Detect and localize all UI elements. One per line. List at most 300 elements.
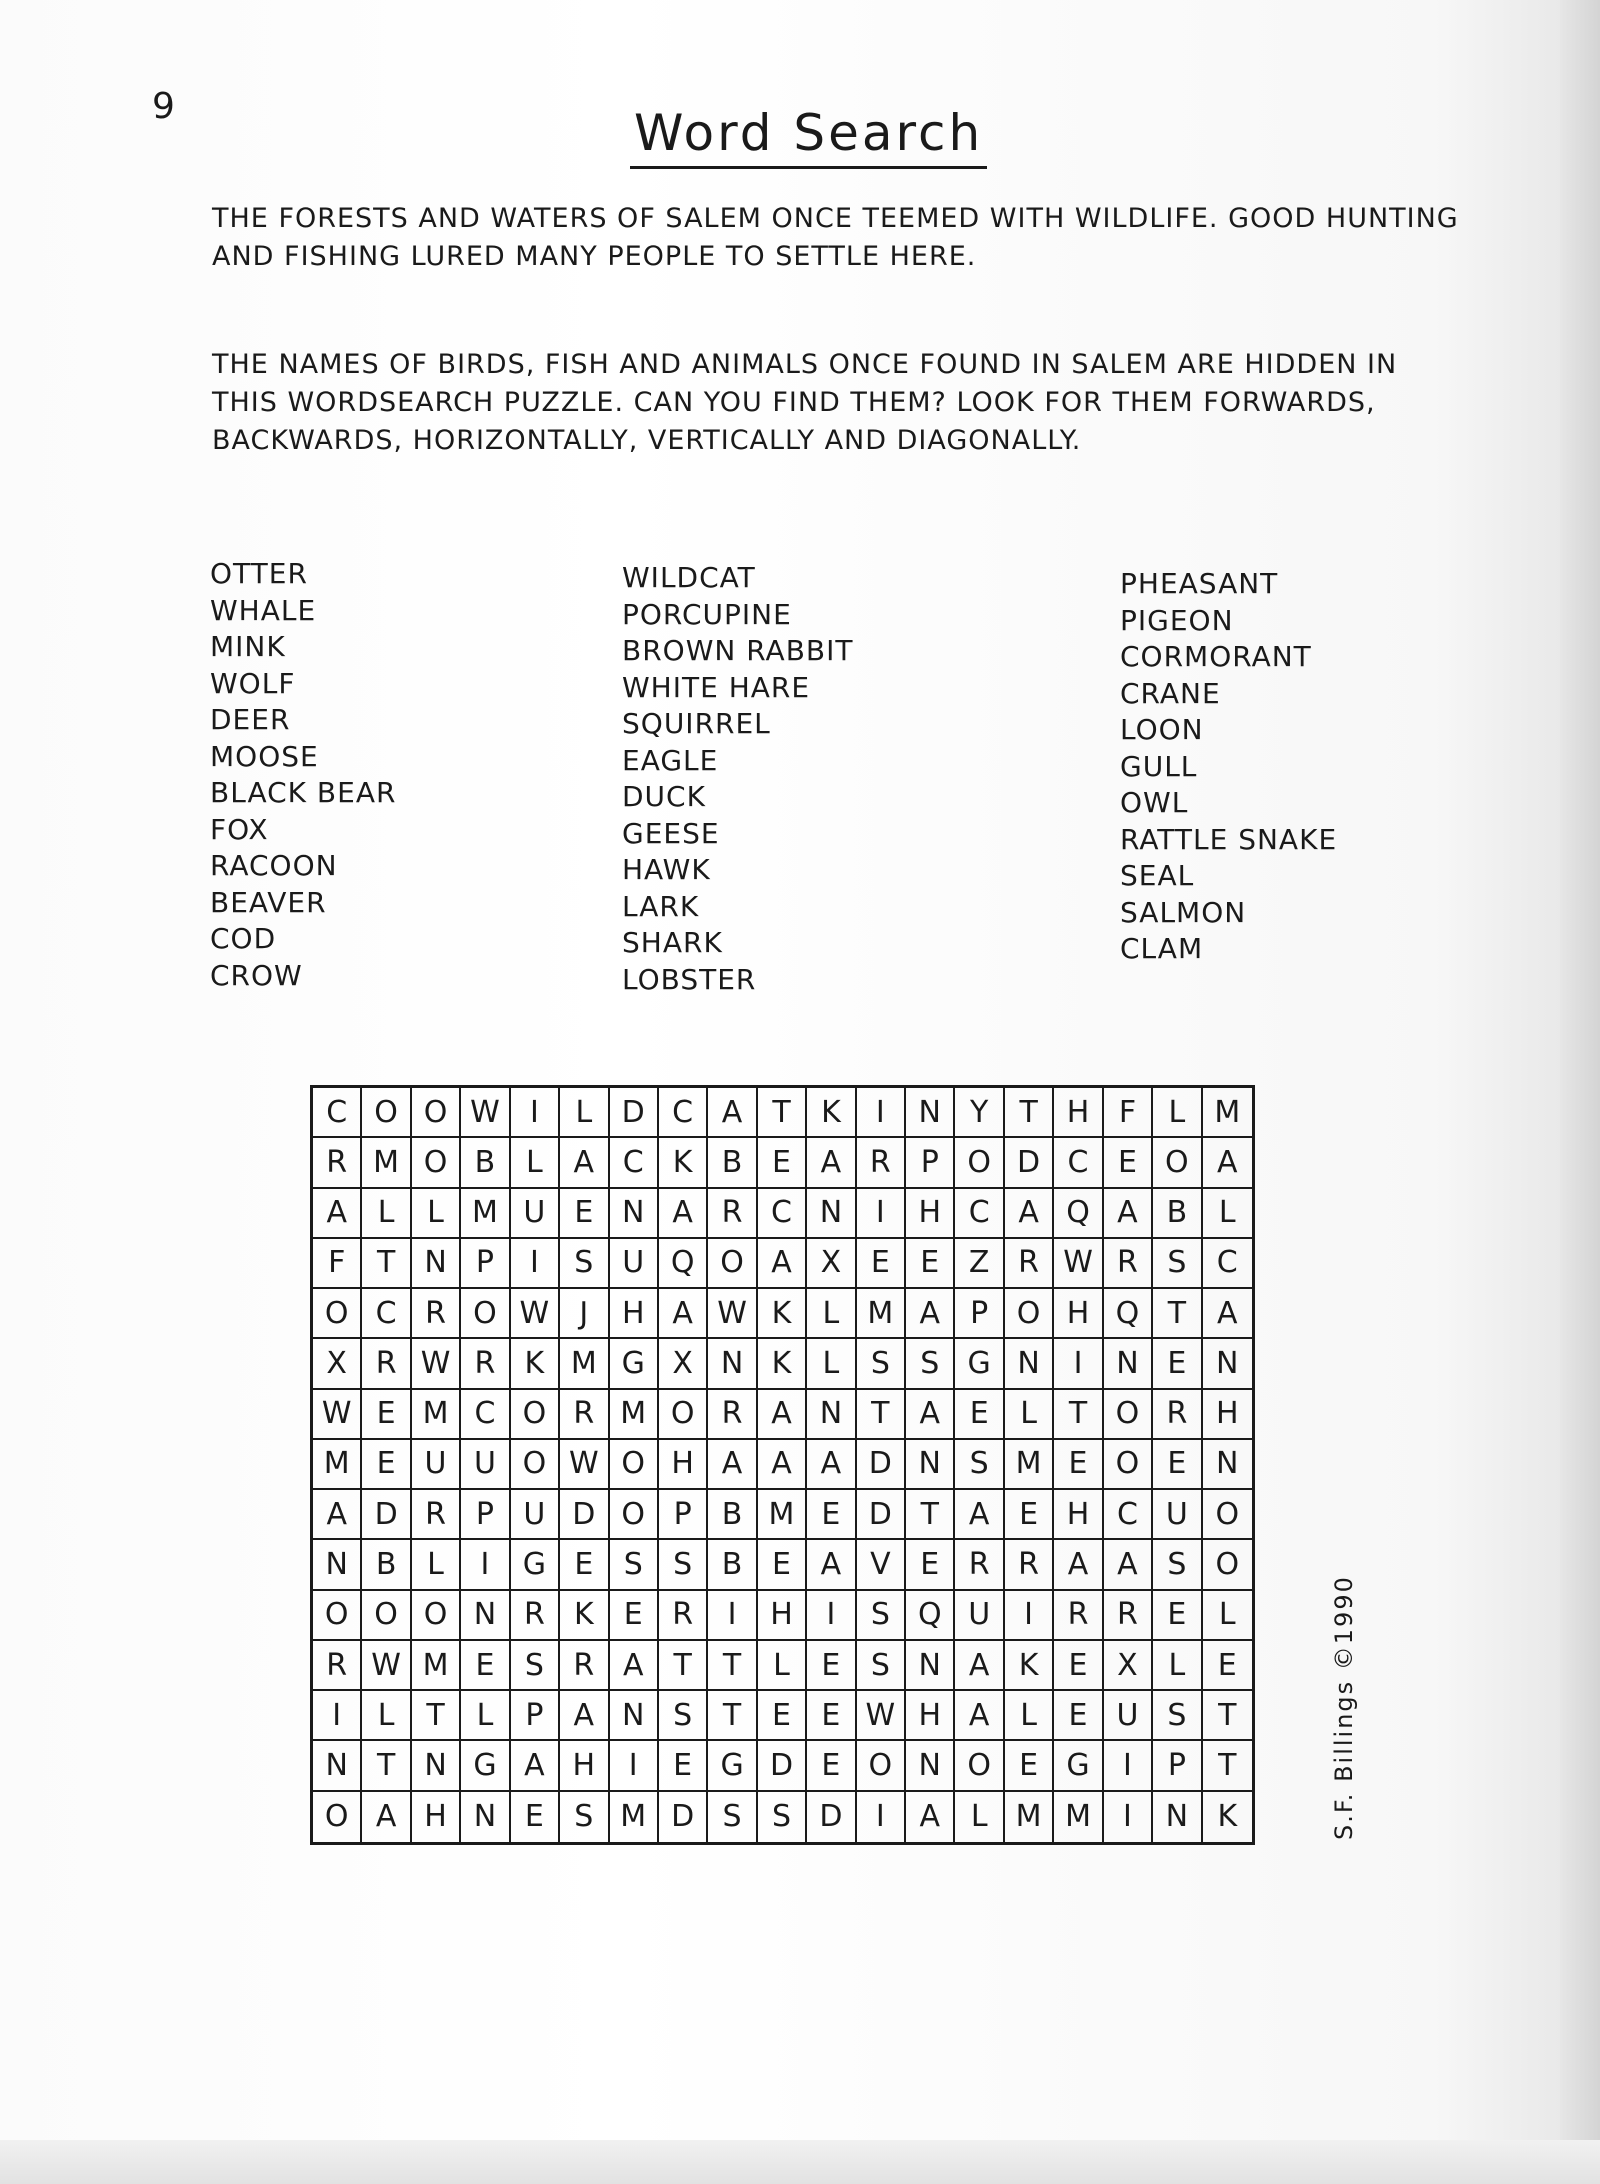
word-list-item: SQUIRREL	[622, 707, 771, 740]
grid-cell: T	[412, 1691, 461, 1741]
grid-cell: L	[511, 1138, 560, 1188]
grid-cell: K	[758, 1289, 807, 1339]
grid-cell: L	[1005, 1691, 1054, 1741]
word-list-item: WOLF	[210, 666, 296, 700]
grid-cell: L	[1005, 1390, 1054, 1440]
page-bottom-shadow	[0, 2140, 1600, 2184]
grid-cell: E	[560, 1189, 609, 1239]
grid-cell: N	[412, 1741, 461, 1791]
grid-cell: C	[1054, 1138, 1103, 1188]
grid-cell: O	[659, 1390, 708, 1440]
word-list-item: RATTLE SNAKE	[1120, 822, 1338, 856]
grid-cell: P	[1153, 1741, 1202, 1791]
word-list-item: OTTER	[210, 557, 308, 590]
grid-cell: G	[1054, 1741, 1103, 1791]
grid-cell: R	[412, 1490, 461, 1540]
grid-cell: T	[1005, 1088, 1054, 1138]
grid-cell: U	[511, 1189, 560, 1239]
grid-cell: I	[857, 1088, 906, 1138]
grid-cell: L	[807, 1339, 856, 1389]
grid-cell: E	[362, 1440, 411, 1490]
grid-cell: T	[362, 1239, 411, 1289]
grid-cell: O	[857, 1741, 906, 1791]
grid-cell: E	[955, 1390, 1004, 1440]
word-list-item: EAGLE	[622, 743, 719, 777]
instructions-paragraph: THE NAMES OF BIRDS, FISH AND ANIMALS ONCE FOUND IN SALEM ARE HIDDEN IN THIS WORDSEARCH PUZZLE. CAN YOU FIND THEM? LOOK FOR THEM FORWARDS, BACKWARDS, HORIZONTALLY, VERTICALLY AND DIAGONALLY.	[212, 349, 1398, 456]
grid-cell: E	[1054, 1641, 1103, 1691]
page-title: Word Search	[630, 104, 987, 169]
grid-cell: E	[659, 1741, 708, 1791]
grid-cell: L	[955, 1792, 1004, 1842]
grid-cell: Y	[955, 1088, 1004, 1138]
grid-cell: M	[461, 1189, 510, 1239]
grid-cell: R	[708, 1390, 757, 1440]
grid-cell: N	[461, 1591, 510, 1641]
grid-cell: M	[1054, 1792, 1103, 1842]
grid-cell: D	[659, 1792, 708, 1842]
grid-cell: R	[313, 1641, 362, 1691]
grid-cell: T	[708, 1641, 757, 1691]
grid-cell: O	[412, 1138, 461, 1188]
word-list-item: PHEASANT	[1120, 567, 1279, 600]
grid-cell: O	[708, 1239, 757, 1289]
grid-cell: C	[610, 1138, 659, 1188]
grid-cell: O	[955, 1741, 1004, 1791]
grid-cell: S	[560, 1792, 609, 1842]
grid-cell: A	[906, 1390, 955, 1440]
grid-cell: M	[560, 1339, 609, 1389]
grid-cell: W	[313, 1390, 362, 1440]
grid-cell: D	[857, 1440, 906, 1490]
grid-cell: M	[1005, 1440, 1054, 1490]
grid-cell: I	[511, 1088, 560, 1138]
grid-cell: A	[610, 1641, 659, 1691]
grid-cell: Q	[1054, 1189, 1103, 1239]
grid-cell: T	[906, 1490, 955, 1540]
grid-cell: E	[1104, 1138, 1153, 1188]
grid-cell: S	[1153, 1691, 1202, 1741]
grid-cell: A	[807, 1540, 856, 1590]
word-list-item: CRANE	[1120, 676, 1221, 710]
word-list-item: COD	[210, 922, 277, 955]
word-list-column-1	[210, 556, 396, 994]
grid-cell: N	[610, 1189, 659, 1239]
grid-cell: K	[511, 1339, 560, 1389]
grid-cell: L	[758, 1641, 807, 1691]
grid-cell: O	[1104, 1440, 1153, 1490]
grid-cell: P	[461, 1490, 510, 1540]
grid-cell: G	[610, 1339, 659, 1389]
grid-cell: U	[461, 1440, 510, 1490]
grid-cell: T	[1203, 1691, 1252, 1741]
word-list-item: BEAVER	[210, 885, 327, 919]
grid-cell: G	[461, 1741, 510, 1791]
grid-cell: N	[412, 1239, 461, 1289]
grid-cell: A	[313, 1189, 362, 1239]
grid-cell: R	[857, 1138, 906, 1188]
word-list-item: PIGEON	[1120, 603, 1234, 637]
grid-cell: E	[1203, 1641, 1252, 1691]
grid-cell: W	[857, 1691, 906, 1741]
word-search-grid	[310, 1085, 1255, 1845]
grid-cell: K	[807, 1088, 856, 1138]
grid-cell: O	[313, 1289, 362, 1339]
grid-cell: S	[511, 1641, 560, 1691]
grid-cell: E	[758, 1540, 807, 1590]
word-list-item: FOX	[210, 812, 269, 846]
grid-cell: R	[1005, 1540, 1054, 1590]
page-number: 9	[152, 86, 175, 127]
grid-cell: I	[1005, 1591, 1054, 1641]
word-list-item: WHALE	[210, 593, 317, 627]
grid-cell: D	[610, 1088, 659, 1138]
word-list-item: LOBSTER	[622, 962, 757, 996]
grid-cell: T	[659, 1641, 708, 1691]
grid-cell: I	[857, 1792, 906, 1842]
grid-cell: B	[708, 1490, 757, 1540]
grid-cell: C	[758, 1189, 807, 1239]
word-list-item: SHARK	[622, 926, 723, 959]
grid-cell: H	[1054, 1490, 1103, 1540]
grid-cell: S	[857, 1591, 906, 1641]
grid-cell: O	[955, 1138, 1004, 1188]
word-list-item: LOON	[1120, 713, 1204, 746]
grid-cell: S	[708, 1792, 757, 1842]
grid-cell: O	[461, 1289, 510, 1339]
grid-cell: A	[1104, 1540, 1153, 1590]
grid-cell: S	[560, 1239, 609, 1289]
grid-cell: L	[1153, 1088, 1202, 1138]
grid-cell: U	[955, 1591, 1004, 1641]
grid-cell: P	[955, 1289, 1004, 1339]
grid-cell: B	[1153, 1189, 1202, 1239]
grid-cell: E	[1005, 1490, 1054, 1540]
grid-cell: E	[906, 1540, 955, 1590]
grid-cell: O	[412, 1591, 461, 1641]
grid-cell: K	[1005, 1641, 1054, 1691]
grid-cell: R	[1104, 1239, 1153, 1289]
grid-cell: I	[313, 1691, 362, 1741]
grid-cell: K	[758, 1339, 807, 1389]
word-list-column-2	[622, 560, 854, 998]
grid-cell: W	[412, 1339, 461, 1389]
grid-cell: A	[1005, 1189, 1054, 1239]
grid-cell: Z	[955, 1239, 1004, 1289]
grid-cell: S	[1153, 1540, 1202, 1590]
grid-cell: A	[313, 1490, 362, 1540]
grid-cell: A	[955, 1641, 1004, 1691]
grid-cell: R	[560, 1641, 609, 1691]
grid-cell: M	[857, 1289, 906, 1339]
grid-cell: O	[610, 1490, 659, 1540]
grid-cell: O	[610, 1440, 659, 1490]
grid-cell: B	[708, 1138, 757, 1188]
grid-cell: N	[906, 1088, 955, 1138]
grid-cell: P	[461, 1239, 510, 1289]
grid-cell: N	[610, 1691, 659, 1741]
grid-cell: M	[1005, 1792, 1054, 1842]
grid-cell: S	[955, 1440, 1004, 1490]
grid-cell: M	[412, 1390, 461, 1440]
grid-cell: I	[708, 1591, 757, 1641]
grid-cell: A	[906, 1792, 955, 1842]
grid-cell: H	[1054, 1088, 1103, 1138]
grid-cell: M	[758, 1490, 807, 1540]
grid-cell: E	[807, 1641, 856, 1691]
grid-cell: A	[1054, 1540, 1103, 1590]
grid-cell: V	[857, 1540, 906, 1590]
grid-cell: C	[1203, 1239, 1252, 1289]
word-list-item: WHITE HARE	[622, 670, 811, 704]
grid-cell: E	[1054, 1691, 1103, 1741]
grid-cell: S	[906, 1339, 955, 1389]
grid-cell: C	[659, 1088, 708, 1138]
grid-cell: T	[362, 1741, 411, 1791]
page-edge-shadow	[1560, 0, 1600, 2184]
word-list-item: GEESE	[622, 816, 720, 850]
grid-cell: H	[659, 1440, 708, 1490]
grid-cell: R	[659, 1591, 708, 1641]
grid-cell: N	[906, 1641, 955, 1691]
grid-cell: R	[1104, 1591, 1153, 1641]
grid-cell: F	[1104, 1088, 1153, 1138]
grid-cell: R	[313, 1138, 362, 1188]
grid-cell: F	[313, 1239, 362, 1289]
word-list-item: SALMON	[1120, 895, 1247, 929]
grid-cell: K	[1217, 1799, 1238, 1835]
grid-cell: P	[659, 1490, 708, 1540]
grid-cell: R	[511, 1591, 560, 1641]
grid-cell: A	[708, 1440, 757, 1490]
grid-cell: S	[659, 1540, 708, 1590]
grid-cell: H	[758, 1591, 807, 1641]
grid-cell: O	[362, 1591, 411, 1641]
grid-cell: D	[807, 1792, 856, 1842]
grid-cell: N	[708, 1339, 757, 1389]
grid-cell: W	[362, 1641, 411, 1691]
grid-cell: S	[857, 1641, 906, 1691]
grid-cell: E	[511, 1792, 560, 1842]
grid-cell: D	[362, 1490, 411, 1540]
grid-cell: W	[511, 1289, 560, 1339]
grid-cell: N	[906, 1741, 955, 1791]
grid-cell: U	[412, 1440, 461, 1490]
grid-cell: E	[1054, 1440, 1103, 1490]
grid-cell: E	[807, 1741, 856, 1791]
grid-cell: C	[955, 1189, 1004, 1239]
grid-cell: M	[610, 1390, 659, 1440]
word-list-item: SEAL	[1120, 859, 1195, 892]
grid-cell: M	[362, 1138, 411, 1188]
grid-cell: O	[1203, 1540, 1252, 1590]
grid-cell: I	[461, 1540, 510, 1590]
grid-cell: G	[511, 1540, 560, 1590]
grid-cell: W	[1054, 1239, 1103, 1289]
grid-cell: L	[362, 1189, 411, 1239]
grid-cell: A	[659, 1189, 708, 1239]
grid-cell: E	[1153, 1591, 1202, 1641]
grid-cell: L	[412, 1540, 461, 1590]
grid-cell: C	[461, 1390, 510, 1440]
grid-cell: B	[708, 1540, 757, 1590]
grid-cell: H	[610, 1289, 659, 1339]
grid-cell: O	[362, 1088, 411, 1138]
grid-cell: W	[708, 1289, 757, 1339]
grid-cell: S	[857, 1339, 906, 1389]
grid-cell: H	[1203, 1390, 1252, 1440]
grid-cell: O	[412, 1088, 461, 1138]
grid-cell: L	[560, 1088, 609, 1138]
grid-cell: N	[807, 1390, 856, 1440]
grid-cell: R	[412, 1289, 461, 1339]
grid-cell: M	[610, 1792, 659, 1842]
grid-cell: U	[1153, 1490, 1202, 1540]
grid-cell: A	[807, 1440, 856, 1490]
grid-cell: R	[362, 1339, 411, 1389]
grid-cell: W	[560, 1440, 609, 1490]
grid-cell: B	[461, 1138, 510, 1188]
grid-cell: S	[758, 1792, 807, 1842]
grid-cell: J	[560, 1289, 609, 1339]
grid-cell: S	[610, 1540, 659, 1590]
grid-cell: E	[560, 1540, 609, 1590]
grid-cell: E	[906, 1239, 955, 1289]
grid-cell: X	[807, 1239, 856, 1289]
word-list-item: OWL	[1120, 786, 1189, 819]
grid-cell: A	[955, 1490, 1004, 1540]
grid-cell: I	[1104, 1792, 1153, 1842]
grid-cell: O	[1153, 1138, 1202, 1188]
grid-cell: H	[560, 1741, 609, 1791]
grid-cell: A	[560, 1691, 609, 1741]
word-list-item: MINK	[210, 630, 286, 663]
grid-cell: I	[807, 1591, 856, 1641]
grid-cell: D	[758, 1741, 807, 1791]
word-list-item: MOOSE	[210, 739, 319, 773]
grid-cell: C	[1104, 1490, 1153, 1540]
grid-cell: G	[955, 1339, 1004, 1389]
grid-cell: L	[412, 1189, 461, 1239]
grid-cell: E	[807, 1691, 856, 1741]
grid-cell: T	[708, 1691, 757, 1741]
grid-cell: O	[1104, 1390, 1153, 1440]
grid-cell: I	[857, 1189, 906, 1239]
grid-cell: T	[1203, 1741, 1252, 1791]
word-list-column-3	[1120, 566, 1337, 968]
word-list-item: CROW	[210, 958, 303, 992]
grid-cell: U	[1104, 1691, 1153, 1741]
grid-cell: E	[461, 1641, 510, 1691]
word-list-item: PORCUPINE	[622, 597, 792, 631]
grid-cell: H	[906, 1189, 955, 1239]
grid-cell: A	[362, 1792, 411, 1842]
grid-cell: R	[955, 1540, 1004, 1590]
grid-cell: T	[857, 1390, 906, 1440]
word-list-item: BLACK BEAR	[210, 776, 397, 809]
word-list-item: HAWK	[622, 853, 711, 886]
grid-cell: A	[906, 1289, 955, 1339]
grid-cell: K	[659, 1138, 708, 1188]
grid-cell: L	[1153, 1641, 1202, 1691]
word-list-item: DUCK	[622, 780, 706, 813]
word-list-item: CLAM	[1120, 932, 1204, 965]
grid-cell: I	[1104, 1741, 1153, 1791]
grid-cell: P	[511, 1691, 560, 1741]
grid-cell: D	[857, 1490, 906, 1540]
grid-cell: R	[1054, 1591, 1103, 1641]
grid-cell: N	[1104, 1339, 1153, 1389]
grid-cell: X	[659, 1339, 708, 1389]
grid-cell: Q	[659, 1239, 708, 1289]
grid-cell: N	[313, 1741, 362, 1791]
grid-cell: D	[1005, 1138, 1054, 1188]
grid-cell: Q	[1104, 1289, 1153, 1339]
grid-cell: X	[1104, 1641, 1153, 1691]
grid-cell: E	[807, 1490, 856, 1540]
grid-cell: N	[1005, 1339, 1054, 1389]
grid-cell: P	[906, 1138, 955, 1188]
grid-cell: O	[511, 1440, 560, 1490]
grid-cell: C	[313, 1088, 362, 1138]
grid-cell: N	[461, 1792, 510, 1842]
grid-cell: A	[511, 1741, 560, 1791]
grid-cell: A	[1203, 1138, 1252, 1188]
grid-cell: N	[313, 1540, 362, 1590]
word-list-item: WILDCAT	[622, 561, 756, 594]
grid-cell: O	[313, 1591, 362, 1641]
grid-cell: N	[906, 1440, 955, 1490]
grid-cell: L	[1203, 1189, 1252, 1239]
grid-cell: A	[758, 1239, 807, 1289]
grid-cell: R	[461, 1339, 510, 1389]
grid-cell: A	[1104, 1189, 1153, 1239]
grid-cell: M	[1203, 1088, 1252, 1138]
grid-cell: R	[1153, 1390, 1202, 1440]
grid-cell: C	[362, 1289, 411, 1339]
word-list-item: GULL	[1120, 749, 1198, 783]
word-list-item: CORMORANT	[1120, 640, 1312, 673]
grid-cell: L	[807, 1289, 856, 1339]
grid-cell: D	[560, 1490, 609, 1540]
grid-cell: H	[412, 1792, 461, 1842]
grid-cell: I	[511, 1239, 560, 1289]
grid-cell: N	[807, 1189, 856, 1239]
grid-cell: S	[1153, 1239, 1202, 1289]
grid-cell: R	[1005, 1239, 1054, 1289]
grid-cell: U	[511, 1490, 560, 1540]
grid-cell: T	[1153, 1289, 1202, 1339]
grid-cell: N	[1203, 1440, 1252, 1490]
grid-cell: A	[758, 1390, 807, 1440]
grid-cell: X	[313, 1339, 362, 1389]
grid-cell: E	[758, 1138, 807, 1188]
grid-cell: I	[1054, 1339, 1103, 1389]
grid-cell: E	[610, 1591, 659, 1641]
grid-cell: L	[461, 1691, 510, 1741]
grid-cell: U	[610, 1239, 659, 1289]
grid-cell: A	[659, 1289, 708, 1339]
grid-cell: L	[1203, 1591, 1252, 1641]
grid-cell: O	[313, 1792, 362, 1842]
grid-cell: S	[659, 1691, 708, 1741]
grid-cell: O	[1005, 1289, 1054, 1339]
word-list-item: LARK	[622, 889, 700, 923]
grid-cell: E	[1153, 1339, 1202, 1389]
grid-cell: R	[560, 1390, 609, 1440]
grid-cell: N	[1203, 1339, 1252, 1389]
grid-cell: H	[906, 1691, 955, 1741]
grid-cell: B	[362, 1540, 411, 1590]
